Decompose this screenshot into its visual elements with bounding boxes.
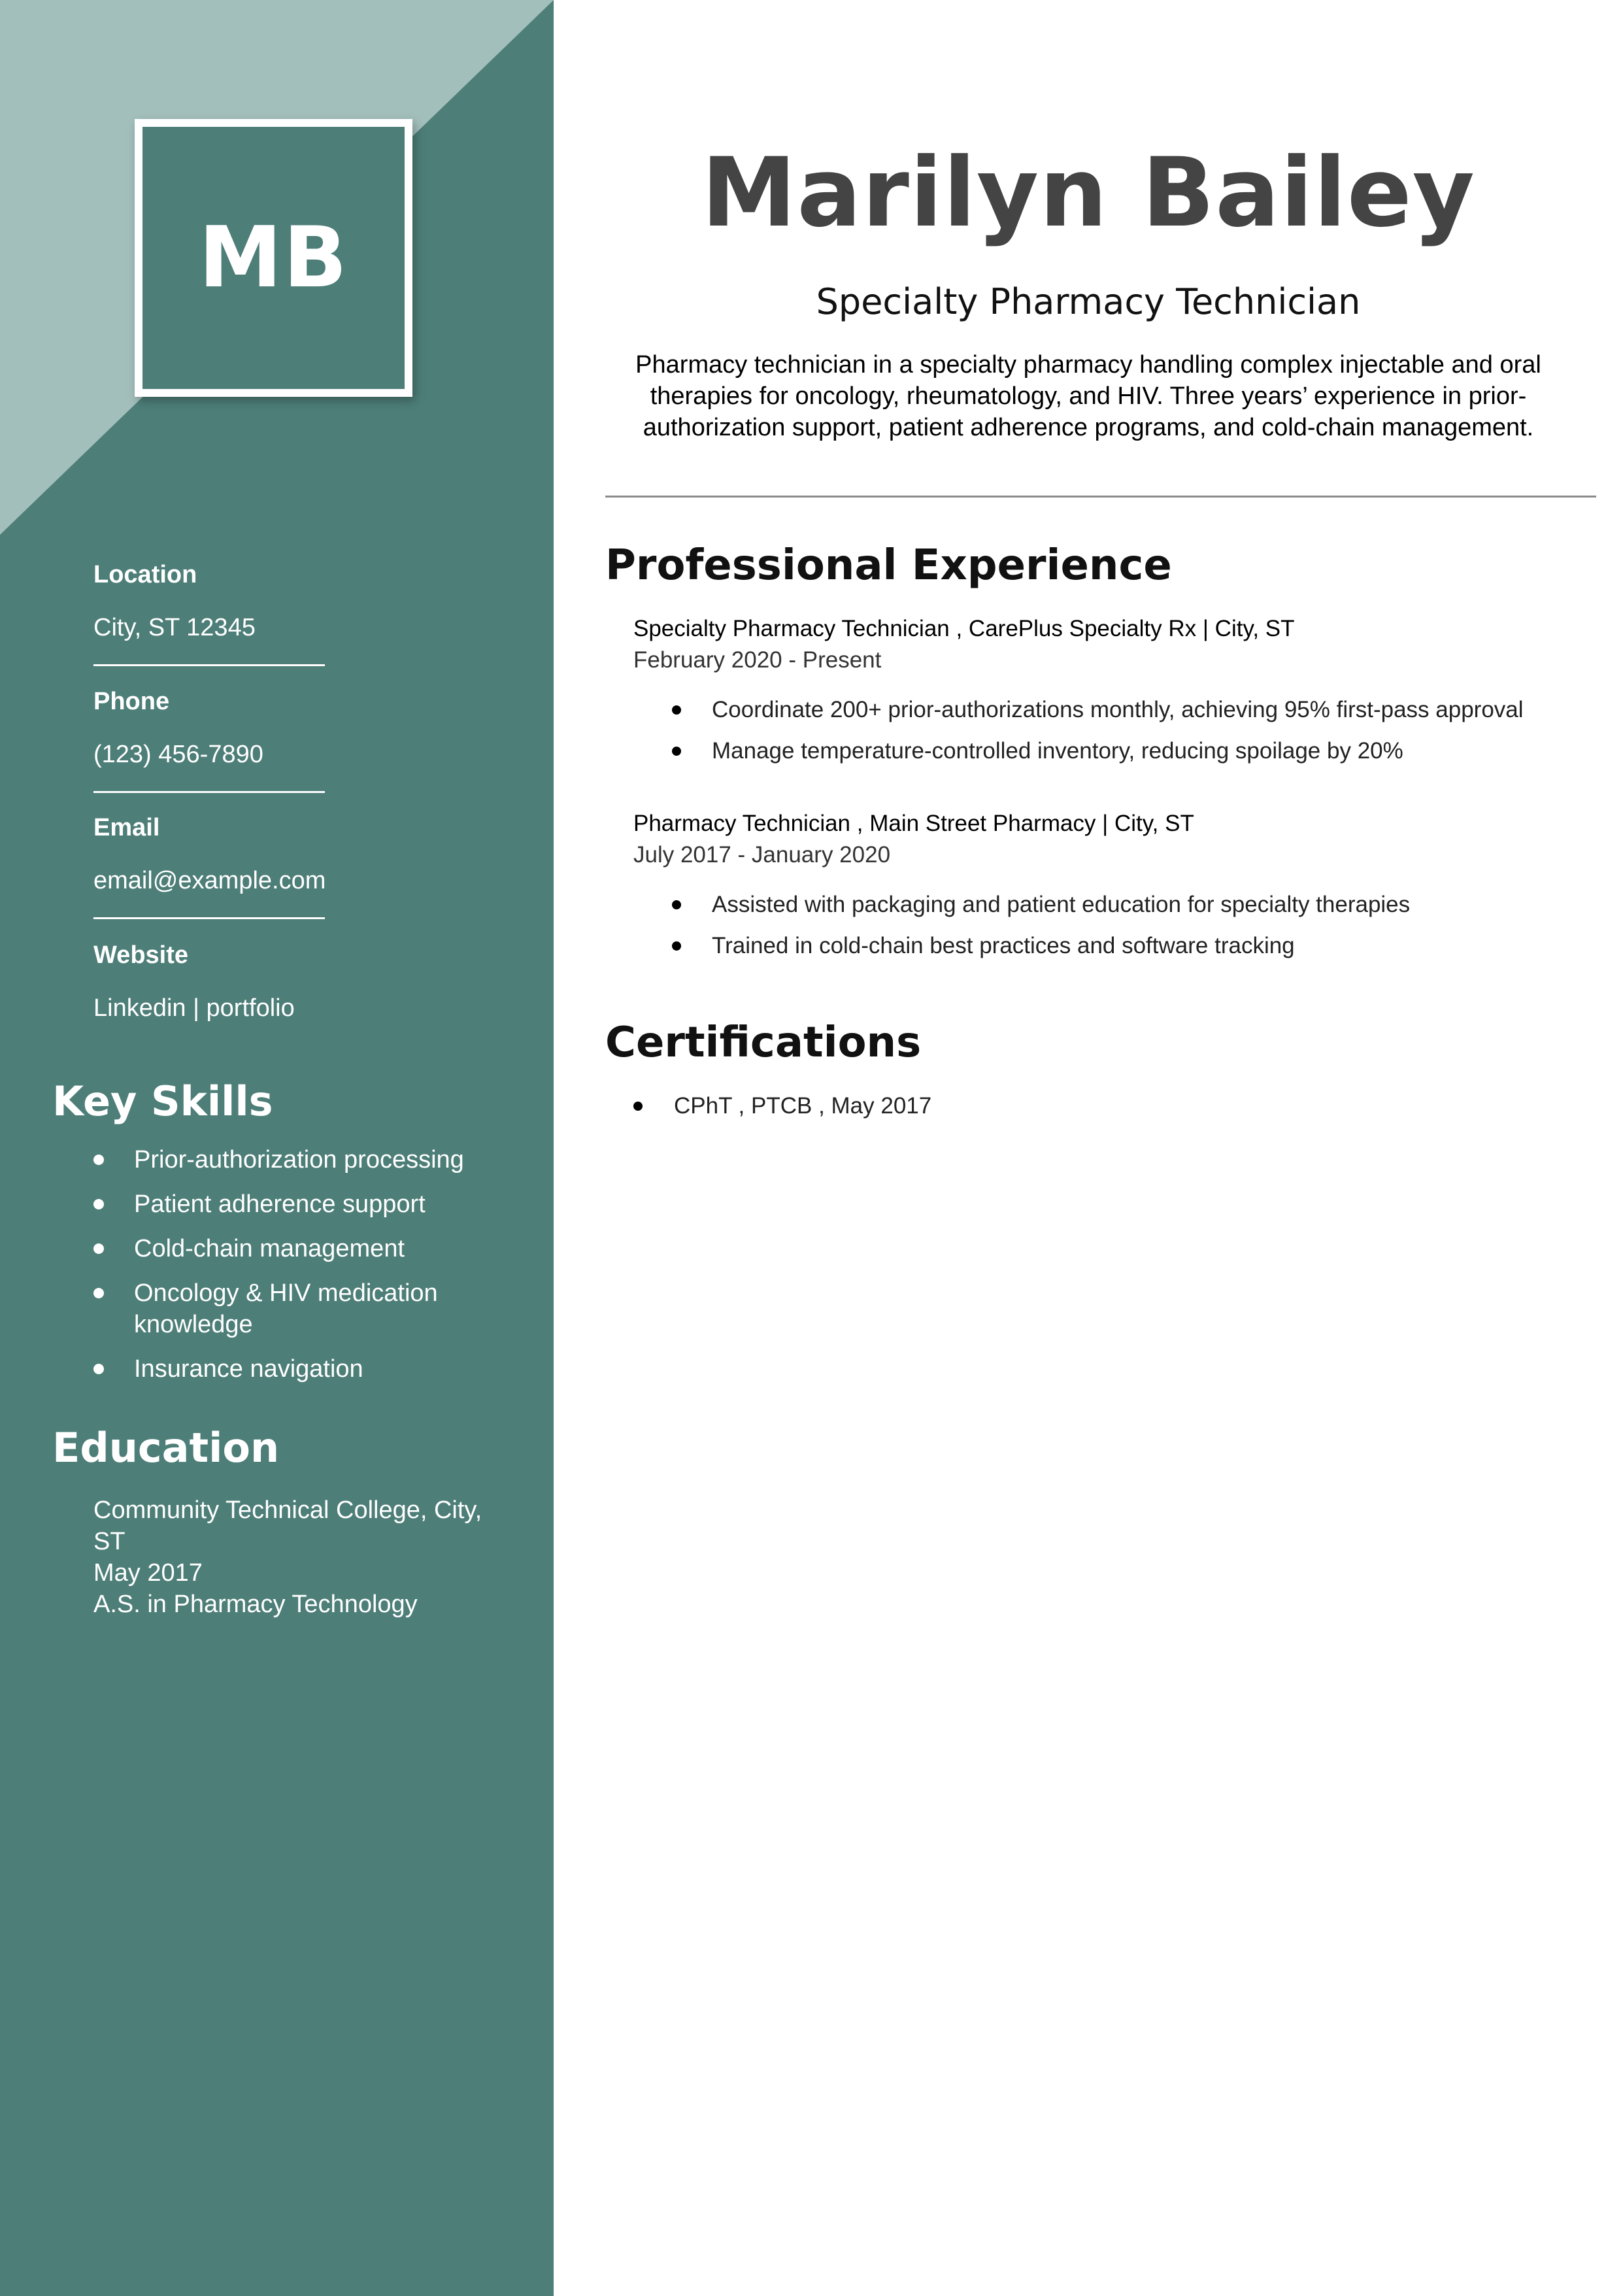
job-bullets [633, 694, 1601, 767]
job-dates: July 2017 - January 2020 [633, 842, 891, 868]
list-item: Coordinate 200+ prior-authorizations monthly, achieving 95% first-pass approval [633, 694, 1601, 726]
website-label: Website [93, 941, 189, 969]
website-value[interactable]: Linkedin | portfolio [93, 994, 295, 1022]
candidate-name: Marilyn Bailey [701, 137, 1475, 248]
location-label: Location [93, 561, 197, 588]
bullet-icon [672, 705, 681, 715]
job-entry [633, 613, 1601, 777]
bullet-icon [93, 1155, 104, 1165]
email-label: Email [93, 814, 160, 841]
education-school: Community Technical College, City, ST [93, 1496, 482, 1555]
list-item: Cold-chain management [93, 1233, 512, 1264]
skills-list [93, 1144, 512, 1398]
bullet-icon [93, 1243, 104, 1254]
candidate-title: Specialty Pharmacy Technician [816, 281, 1361, 322]
bullet-icon [93, 1199, 104, 1209]
contact-divider [93, 791, 325, 793]
contact-email [93, 814, 368, 919]
education-heading: Education [52, 1424, 280, 1472]
bullet-icon [672, 941, 681, 951]
sidebar [0, 0, 554, 2296]
bullet-icon [672, 900, 681, 909]
bullet-icon [93, 1288, 104, 1298]
job-role: Specialty Pharmacy Technician , CarePlus Specialty Rx | City, ST [633, 616, 1295, 641]
certifications-heading: Certifications [605, 1019, 922, 1067]
experience-heading: Professional Experience [605, 541, 1172, 590]
phone-label: Phone [93, 688, 170, 715]
contact-divider [93, 917, 325, 919]
list-item: Prior-authorization processing [93, 1144, 512, 1175]
list-item: Manage temperature-controlled inventory, reducing spoilage by 20% [633, 735, 1601, 767]
list-item: CPhT , PTCB , May 2017 [633, 1090, 1601, 1122]
education-degree: A.S. in Pharmacy Technology [93, 1591, 418, 1618]
contact-divider [93, 664, 325, 666]
list-item: Assisted with packaging and patient education for specialty therapies [633, 889, 1601, 920]
list-item: Oncology & HIV medication knowledge [93, 1277, 467, 1340]
email-value[interactable]: email@example.com [93, 867, 326, 894]
job-entry [633, 808, 1601, 971]
job-dates: February 2020 - Present [633, 647, 882, 673]
job-role: Pharmacy Technician , Main Street Pharmacy | City, ST [633, 811, 1194, 836]
header-divider [605, 496, 1596, 498]
phone-value: (123) 456-7890 [93, 741, 263, 768]
monogram-initials: MB [199, 209, 348, 307]
summary-text: Pharmacy technician in a specialty pharmacy handling complex injectable and oral therapies for oncology, rheumatology, and HIV. Three years’ experience in prior-authorization support, patient adherence programs, and cold-chain management. [635, 351, 1541, 441]
skills-heading: Key Skills [52, 1077, 273, 1125]
list-item: Insurance navigation [93, 1353, 512, 1385]
location-value: City, ST 12345 [93, 614, 256, 641]
contact-website [93, 941, 368, 1022]
education-block [93, 1494, 512, 1620]
bullet-icon [633, 1102, 643, 1111]
bullet-icon [672, 747, 681, 756]
education-date: May 2017 [93, 1559, 203, 1587]
job-bullets [633, 889, 1601, 962]
list-item: Trained in cold-chain best practices and software tracking [633, 930, 1601, 962]
contact-location [93, 561, 368, 666]
contact-phone [93, 688, 368, 793]
certifications-list [633, 1090, 1601, 1122]
bullet-icon [93, 1364, 104, 1374]
list-item: Patient adherence support [93, 1189, 512, 1220]
monogram-box [135, 119, 412, 397]
